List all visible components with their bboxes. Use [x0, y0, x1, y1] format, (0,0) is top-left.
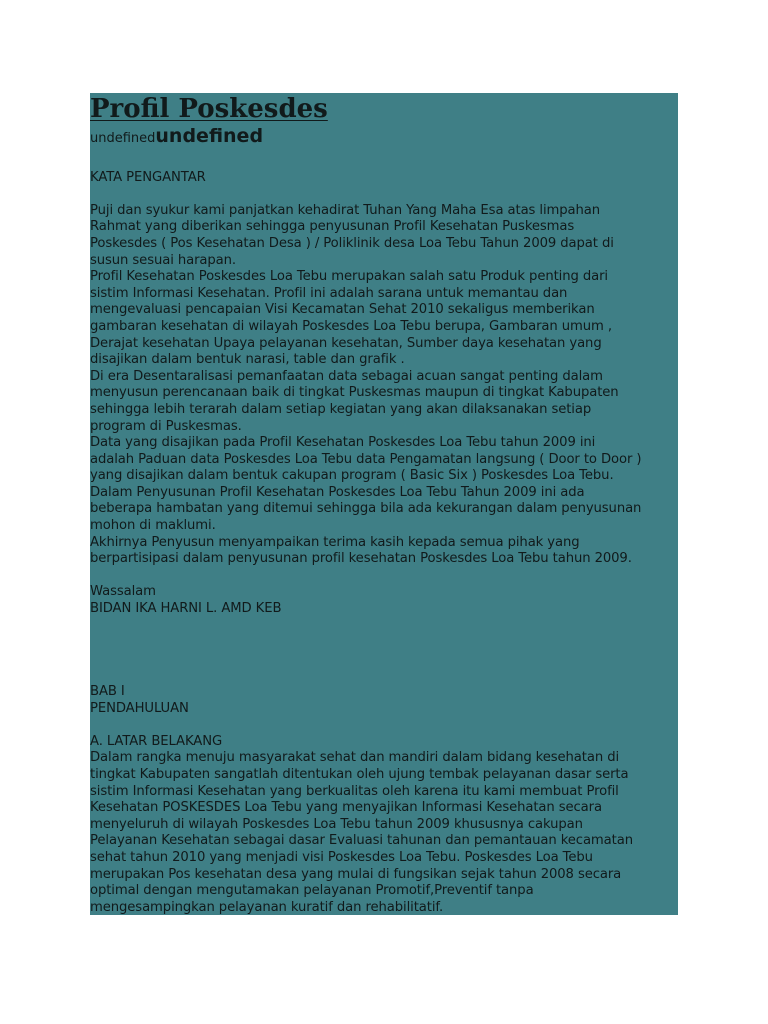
subtitle-big-text: undefined	[155, 125, 264, 147]
text-line: Data yang disajikan pada Profil Kesehatan Poskesdes Loa Tebu tahun 2009 ini	[90, 435, 596, 451]
document-panel	[90, 93, 678, 915]
subtitle-small-text: undefined	[90, 131, 156, 146]
text-line: menyeluruh di wilayah Poskesdes Loa Tebu tahun 2009 khususnya cakupan	[90, 816, 583, 832]
text-line: Poskesdes ( Pos Kesehatan Desa ) / Poliklinik desa Loa Tebu Tahun 2009 dapat di	[90, 235, 614, 251]
text-line: menyusun perencanaan baik di tingkat Puskesmas maupun di tingkat Kabupaten	[90, 385, 619, 401]
text-line: mohon di maklumi.	[90, 518, 216, 534]
text-line: sistim Informasi Kesehatan. Profil ini adalah sarana untuk memantau dan	[90, 285, 568, 301]
text-line: BIDAN IKA HARNI L. AMD KEB	[90, 601, 282, 617]
text-line: Profil Kesehatan Poskesdes Loa Tebu merupakan salah satu Produk penting dari	[90, 269, 608, 285]
blank-line	[90, 153, 678, 170]
text-line: Dalam rangka menuju masyarakat sehat dan mandiri dalam bidang kesehatan di	[90, 750, 620, 766]
text-line: mengesampingkan pelayanan kuratif dan rehabilitatif.	[90, 899, 444, 915]
text-line: Rahmat yang diberikan sehingga penyusunan Profil Kesehatan Puskesmas	[90, 219, 575, 235]
text-line: mengevaluasi pencapaian Visi Kecamatan Sehat 2010 sekaligus memberikan	[90, 302, 595, 318]
blank-line	[90, 186, 678, 203]
text-line: susun sesuai harapan.	[90, 252, 237, 268]
text-line: tingkat Kabupaten sangatlah ditentukan oleh ujung tembak pelayanan dasar serta	[90, 766, 629, 782]
text-line: sehingga lebih terarah dalam setiap kegiatan yang akan dilaksanakan setiap	[90, 401, 592, 417]
text-line: yang disajikan dalam bentuk cakupan program ( Basic Six ) Poskesdes Loa Tebu.	[90, 468, 614, 484]
text-line: adalah Paduan data Poskesdes Loa Tebu data Pengamatan langsung ( Door to Door )	[90, 451, 642, 467]
text-line: merupakan Pos kesehatan desa yang mulai di fungsikan sejak tahun 2008 secara	[90, 866, 622, 882]
document-body	[90, 153, 678, 915]
text-line: KATA PENGANTAR	[90, 169, 206, 185]
blank-line	[90, 618, 678, 635]
text-line: gambaran kesehatan di wilayah Poskesdes Loa Tebu berupa, Gambaran umum ,	[90, 318, 612, 334]
blank-line	[90, 651, 678, 668]
text-line: Derajat kesehatan Upaya pelayanan kesehatan, Sumber daya kesehatan yang	[90, 335, 602, 351]
text-line: Dalam Penyusunan Profil Kesehatan Poskesdes Loa Tebu Tahun 2009 ini ada	[90, 484, 585, 500]
text-line: Akhirnya Penyusun menyampaikan terima kasih kepada semua pihak yang	[90, 534, 580, 550]
text-line: berpartisipasi dalam penyusunan profil kesehatan Poskesdes Loa Tebu tahun 2009.	[90, 551, 632, 567]
blank-line	[90, 717, 678, 734]
text-line: disajikan dalam bentuk narasi, table dan grafik .	[90, 352, 405, 368]
document-title: Profil Poskesdes	[90, 94, 328, 124]
blank-line	[90, 667, 678, 684]
blank-line	[90, 634, 678, 651]
text-line: sehat tahun 2010 yang menjadi visi Poskesdes Loa Tebu. Poskesdes Loa Tebu	[90, 849, 593, 865]
text-line: program di Puskesmas.	[90, 418, 242, 434]
text-line: Di era Desentaralisasi pemanfaatan data sebagai acuan sangat penting dalam	[90, 368, 603, 384]
text-line: A. LATAR BELAKANG	[90, 733, 223, 749]
text-line: optimal dengan mengutamakan pelayanan Promotif,Preventif tanpa	[90, 883, 534, 899]
text-line: Wassalam	[90, 584, 156, 600]
text-line: BAB I	[90, 684, 125, 699]
text-line: beberapa hambatan yang ditemui sehingga bila ada kekurangan dalam penyusunan	[90, 501, 642, 517]
text-line: sistim Informasi Kesehatan yang berkualitas oleh karena itu kami membuat Profil	[90, 783, 619, 799]
text-line: Pelayanan Kesehatan sebagai dasar Evaluasi tahunan dan pemantauan kecamatan	[90, 833, 633, 849]
text-line: Kesehatan POSKESDES Loa Tebu yang menyajikan Informasi Kesehatan secara	[90, 800, 602, 816]
text-line: PENDAHULUAN	[90, 700, 189, 716]
text-line: Puji dan syukur kami panjatkan kehadirat Tuhan Yang Maha Esa atas limpahan	[90, 202, 601, 218]
document-subtitle	[90, 125, 678, 153]
blank-line	[90, 568, 678, 585]
